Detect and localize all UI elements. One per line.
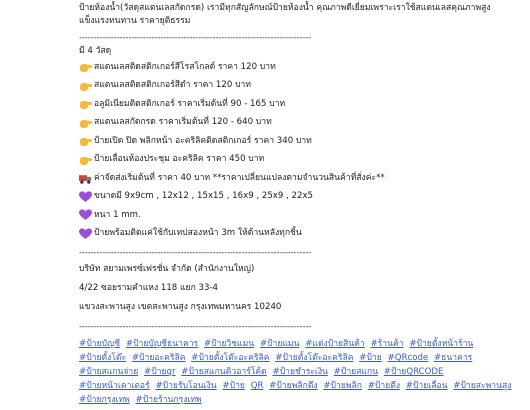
intro-line-2: แข็งแรงทนทาน ราคายุติธรรม <box>79 16 191 26</box>
hashtag-link[interactable]: #ป้ายพลิก <box>323 381 362 391</box>
pointing-hand-icon <box>79 98 92 110</box>
hashtag-link[interactable]: #ป้ายสแกนคิวอาร์โค้ด <box>181 367 267 377</box>
truck-icon <box>79 172 92 185</box>
hashtag-link[interactable]: #ป้ายตั้งโต๊ะอะคริลิค <box>275 353 354 363</box>
specs-list <box>79 188 519 244</box>
hashtag-link[interactable]: #ป้ายสแกน <box>333 367 379 377</box>
hashtag-link[interactable]: #ป้ายหน้าเคาเตอร์ <box>79 381 150 391</box>
separator-2: -------------------------------------------------------------------------------- <box>79 248 312 258</box>
material-item <box>79 95 519 114</box>
material-text: สแตนเลสติดสติกเกอร์สีโรสโกลด์ ราคา 120 บาท <box>94 61 276 72</box>
hashtag-link[interactable]: #แต่งป้ายสินค้า <box>305 339 365 349</box>
pointing-hand-icon <box>79 80 92 92</box>
hashtag-link[interactable]: #ป้ายQRCODE <box>383 367 444 377</box>
material-text: ป้ายเลื่อนห้องประชุม อะคริลิค ราคา 450 บาท <box>94 154 265 165</box>
hashtag-link[interactable]: #ป้ายบัญชี <box>79 339 121 349</box>
hashtag-link[interactable]: QR <box>250 381 264 391</box>
material-text: สแตนเลสกัดกรด ราคาเริ่มต้นที่ 120 - 640 บาท <box>94 117 272 128</box>
hashtag-link[interactable]: #ป้ายตั้งหน้าร้าน <box>409 339 474 349</box>
spec-text: หนา 1 mm. <box>94 209 141 220</box>
hashtag-link[interactable]: #ป้ายร้านกรุงเทพ <box>135 395 202 405</box>
spec-item <box>79 206 519 225</box>
hashtag-link[interactable]: #ป้ายชำระเงิน <box>272 367 328 377</box>
material-item <box>79 132 519 151</box>
material-item <box>79 77 519 96</box>
pointing-hand-icon <box>79 117 92 129</box>
hashtag-link[interactable]: #ป้ายสแกนจ่าย <box>79 367 139 377</box>
hashtag-link[interactable]: #ป้ายตึง <box>367 381 401 391</box>
company-address: 4/22 ซอยรามคำแหง 118 แยก 33-4 <box>79 283 219 293</box>
hashtag-link[interactable]: #ป้ายกรุงเทพ <box>79 395 130 405</box>
spec-text: ขนาดมี 9x9cm , 12x12 , 15x15 , 16x9 , 25x9 , 22x5 <box>94 191 314 202</box>
material-item <box>79 58 519 77</box>
hashtag-link[interactable]: #ป้ายอะคริลิค <box>131 353 186 363</box>
pointing-hand-icon <box>79 154 92 166</box>
material-count: มี 4 วัสดุ <box>79 46 112 56</box>
intro-line-1: ป้ายห้องน้ำ(วัสดุสแตนเลสกัดกรด) เรามีทุกสัญลักษณ์ป้ายห้องน้ำ คุณภาพดีเยี่ยมเพราะเราใช้สแตนเลสคุณภาพสูง <box>79 3 491 13</box>
material-item <box>79 114 519 133</box>
purple-heart-icon <box>79 209 92 221</box>
hashtag-link[interactable]: #ป้ายสะพานสูง <box>453 381 512 391</box>
material-text: อลูมิเนียมติดสติกเกอร์ ราคาเริ่มต้นที่ 90 - 165 บาท <box>94 98 286 109</box>
hashtag-link[interactable]: #ป้ายแมน <box>259 339 300 349</box>
hashtag-link[interactable]: #ป้าย <box>359 353 382 363</box>
purple-heart-icon <box>79 191 92 203</box>
pointing-hand-icon <box>79 61 92 73</box>
hashtag-link[interactable]: #ป้ายเลื่อน <box>405 381 448 391</box>
material-text: สแตนเลสติดสติกเกอร์สีดำ ราคา 120 บาท <box>94 80 252 91</box>
hashtag-link[interactable]: #ธนาคาร <box>433 353 473 363</box>
separator: -------------------------------------------------------------------------------- <box>79 33 312 43</box>
hashtag-link[interactable]: #ป้าย <box>222 381 245 391</box>
hashtag-link[interactable]: #ป้ายวิชแมน <box>203 339 255 349</box>
separator-3: -------------------------------------------------------------------------------- <box>79 322 312 332</box>
materials-list <box>79 58 519 169</box>
hashtag-link[interactable]: #ป้ายqr <box>144 367 176 377</box>
company-name: บริษัท สยามเพรซ์เฟรชั่น จำกัด (สำนักงานใหญ่) <box>79 264 255 274</box>
company-district: แขวงสะพานสูง เขตสะพานสูง กรุงเทพมหานคร 10240 <box>79 302 282 312</box>
hashtag-list <box>79 337 519 407</box>
hashtag-link[interactable]: #ป้ายตั้งโต๊ะ <box>79 353 127 363</box>
material-item <box>79 151 519 170</box>
purple-heart-icon <box>79 228 92 240</box>
hashtag-link[interactable]: #ป้ายรับโอนเงิน <box>155 381 217 391</box>
hashtag-link[interactable]: #ป้ายตั้งโต๊ะอะคริลิค <box>191 353 270 363</box>
pointing-hand-icon <box>79 135 92 147</box>
spec-item <box>79 225 519 244</box>
material-text: ป้ายเปิด ปิด พลิกหน้า อะคริลิคติดสติกเกอร์ ราคา 340 บาท <box>94 135 312 146</box>
hashtag-link[interactable]: #ป้ายบัญชีธนาคาร <box>125 339 199 349</box>
product-description <box>79 2 519 407</box>
hashtag-link[interactable]: #ป้ายพลิกตึง <box>269 381 318 391</box>
spec-item <box>79 188 519 207</box>
hashtag-link[interactable]: #QRcode <box>387 353 429 363</box>
shipping-text: ค่าจัดส่งเริ่มต้นที่ ราคา 40 บาท **ราคาเปลี่ยนแปลงตามจำนวนสินค้าที่สั่งค่ะ** <box>94 172 385 183</box>
spec-text: ป้ายพร้อมติดแค่ใช้กับเทปสองหน้า 3m ให้ด้านหลังทุกชิ้น <box>94 228 302 239</box>
hashtag-link[interactable]: #ร้านค้า <box>370 339 404 349</box>
shipping-line <box>79 169 519 188</box>
